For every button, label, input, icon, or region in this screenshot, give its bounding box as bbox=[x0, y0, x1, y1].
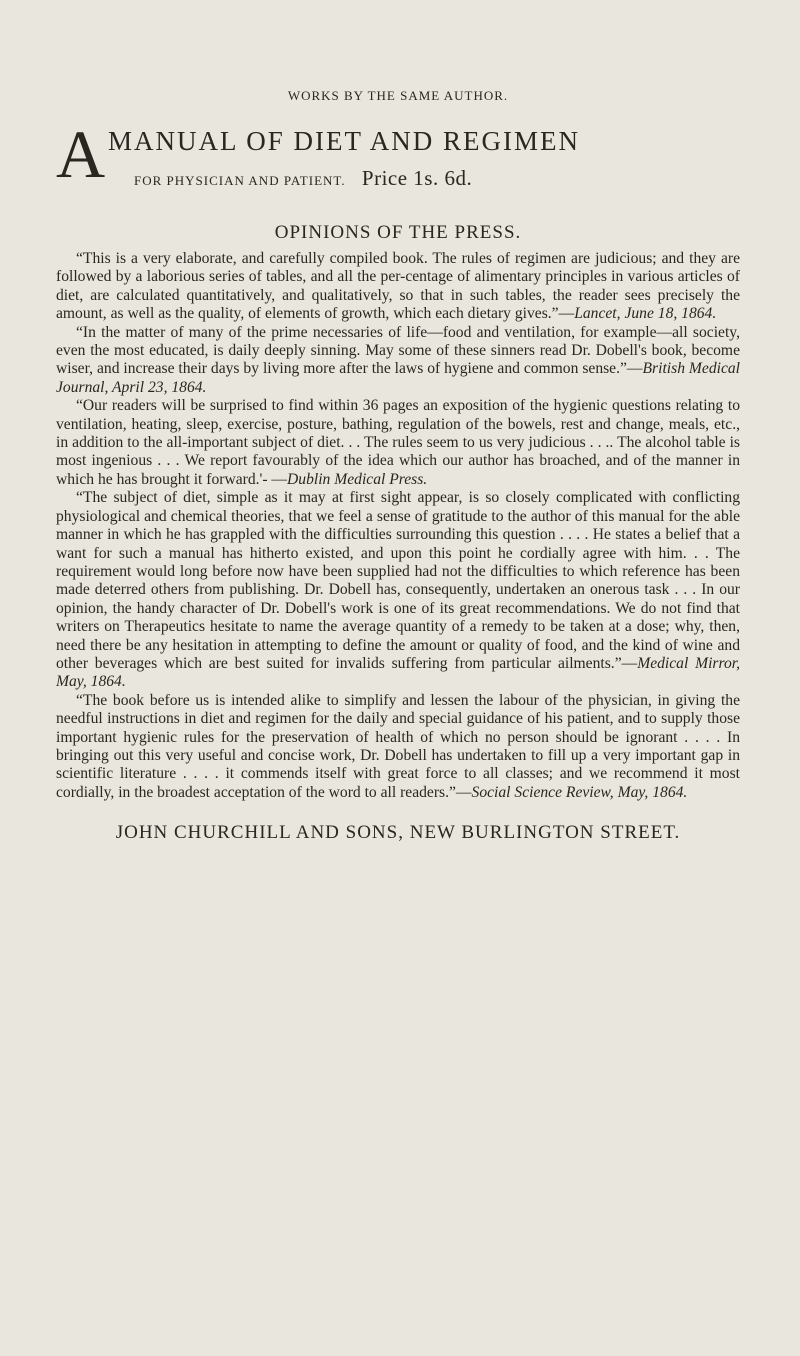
review-source: Social Science Review, May, 1864. bbox=[471, 783, 688, 801]
review-text: “Our readers will be surprised to find within 36 pages an exposition of the hygienic questions relating to ventilation, heating, sleep, exercise, posture, bathing, regulation of the bowels, rest and change, meals, etc., in addition to the all-important subject of diet. . . The rules seem to us very judicious . . .. The alcohol table is most ingenious . . . We report favourably of the idea which our author has broached, and of the manner in which he has brought it forward.'- — bbox=[56, 397, 740, 488]
book-title: MANUAL OF DIET AND REGIMEN bbox=[108, 126, 580, 156]
section-heading: OPINIONS OF THE PRESS. bbox=[274, 222, 522, 243]
running-head: WORKS BY THE SAME AUTHOR. bbox=[287, 88, 509, 103]
title-drop-cap: A bbox=[56, 116, 106, 192]
review-lancet bbox=[56, 250, 740, 324]
book-price: Price 1s. 6d. bbox=[361, 166, 473, 190]
review-text: “In the matter of many of the prime necessaries of life—food and ventilation, for example—all society, even the most educated, is daily deeply sinning. May some of these sinners read Dr. Dobell's book, become wiser, and increase their days by living more after the laws of hygiene and common sense.”— bbox=[56, 323, 740, 378]
review-text: “The subject of diet, simple as it may at first sight appear, is so closely complicated with conflicting physiological and chemical theories, that we feel a sense of gratitude to the author of this manual for the able manner in which he has grappled with the difficulties surrounding this question . . . . He states a belief that a want for such a manual has hitherto existed, and upon this point he cordially agree with him. . . The requirement would long before now have been supplied had not the difficulties to which reference has been made deterred others from publishing. Dr. Dobell has, consequently, undertaken an onerous task . . . In our opinion, the handy character of Dr. Dobell's work is one of its great recommendations. We do not find that writers on Therapeutics hesitate to name the average quantity of a remedy to be taken at a dose; why, then, need there be any hesitation in attempting to define the amount or quality of food, and the kind of wine and other beverages which are best suited for invalids suffering from particular ailments.”— bbox=[56, 489, 740, 672]
review-source: British Medical Journal, April 23, 1864. bbox=[56, 360, 741, 396]
review-text: “The book before us is intended alike to simplify and lessen the labour of the physician, in giving the needful instructions in diet and regimen for the daily and special guidance of his patient, and to supply those important hygienic rules for the preservation of health of which no person should be ignorant . . . . In bringing out this very useful and concise work, Dr. Dobell has undertaken to fill up a very important gap in scientific literature . . . . it commends itself with great force to all classes; and we recommend it most cordially, in the broadest acceptation of the word to all readers.”— bbox=[56, 691, 740, 801]
review-source: Lancet, June 18, 1864. bbox=[574, 305, 717, 323]
review-british-medical-journal bbox=[56, 324, 740, 398]
publisher-line: JOHN CHURCHILL AND SONS, NEW BURLINGTON STREET. bbox=[115, 822, 681, 844]
review-source: Medical Mirror, May, 1864. bbox=[56, 654, 740, 691]
book-title-block bbox=[56, 116, 740, 192]
review-dublin-medical-press bbox=[56, 397, 740, 489]
review-text: “This is a very elaborate, and carefully compiled book. The rules of regimen are judicious; and they are followed by a laborious series of tables, and all the per-centage of alimentary principles in various articles of diet, are calculated quantitatively, and qualitatively, so that in such tables, the reader sees precisely the amount, as well as the quality, of elements of growth, which each dietary gives.”— bbox=[56, 250, 740, 323]
book-subtitle: FOR PHYSICIAN AND PATIENT. bbox=[134, 173, 346, 188]
review-social-science-review bbox=[56, 692, 740, 802]
book-subtitle-line bbox=[134, 166, 472, 191]
review-source: Dublin Medical Press. bbox=[287, 470, 428, 488]
review-medical-mirror bbox=[56, 489, 740, 691]
